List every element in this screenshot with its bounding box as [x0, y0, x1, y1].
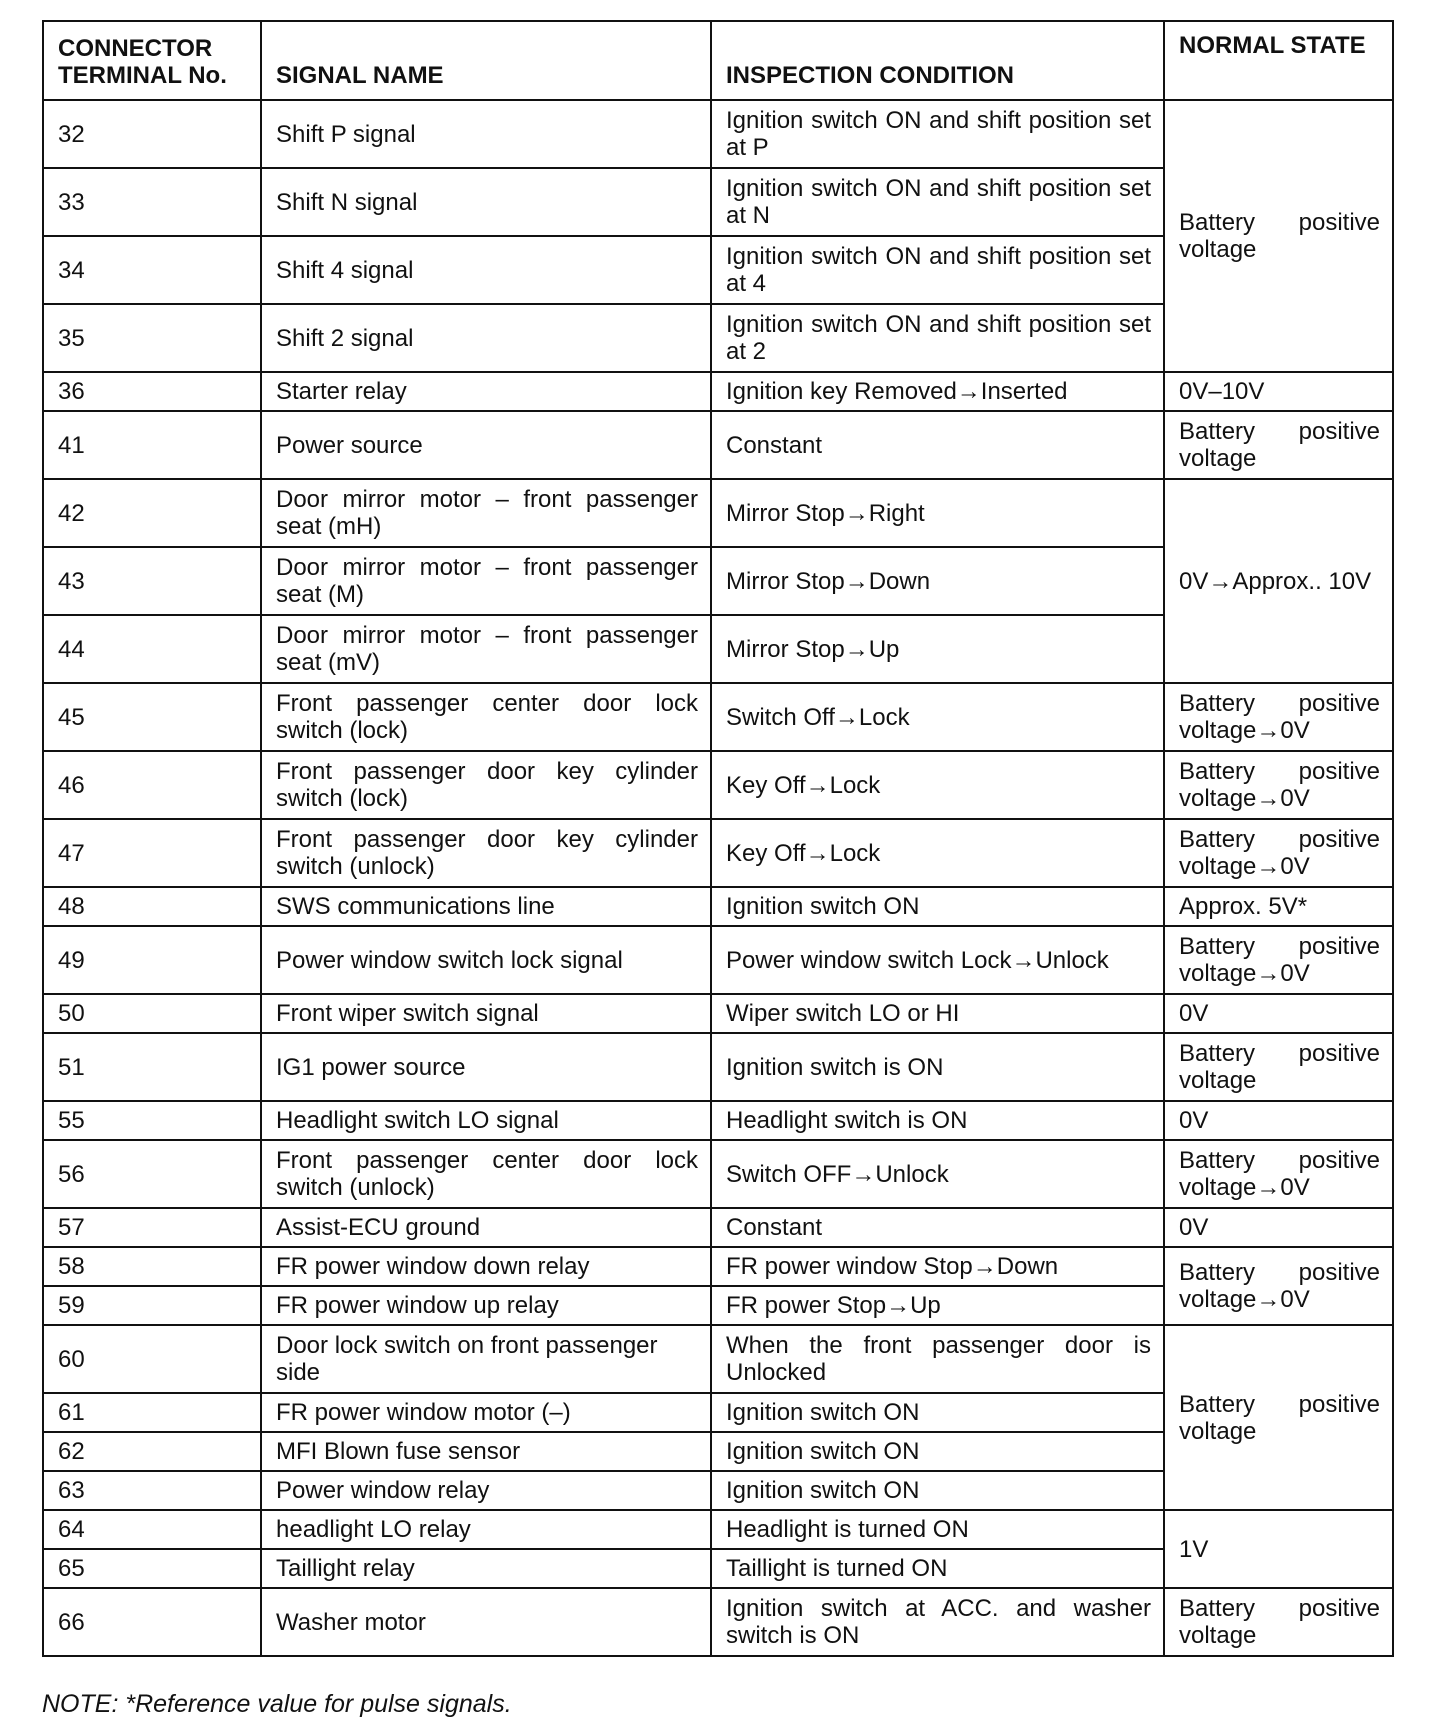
condition-cell: FR power Stop→Up [711, 1286, 1164, 1325]
terminal-cell: 56 [43, 1140, 261, 1208]
signal-cell: Front passenger center door lock switch (unlock) [261, 1140, 711, 1208]
table-row [43, 751, 1393, 819]
terminal-cell: 41 [43, 411, 261, 479]
signal-cell: MFI Blown fuse sensor [261, 1432, 711, 1471]
terminal-cell: 42 [43, 479, 261, 547]
table-row [43, 1325, 1393, 1393]
header-inspection-condition: INSPECTION CONDITION [711, 21, 1164, 100]
condition-cell: Constant [711, 411, 1164, 479]
header-signal-name: SIGNAL NAME [261, 21, 711, 100]
signal-cell: Washer motor [261, 1588, 711, 1656]
signal-cell: SWS communications line [261, 887, 711, 926]
table-row [43, 819, 1393, 887]
condition-cell: Ignition switch ON [711, 1393, 1164, 1432]
terminal-cell: 43 [43, 547, 261, 615]
terminal-cell: 35 [43, 304, 261, 372]
terminal-table-container [42, 20, 1392, 1657]
condition-cell: Headlight switch is ON [711, 1101, 1164, 1140]
table-row [43, 1033, 1393, 1101]
state-cell: Battery positive voltage→0V [1164, 926, 1393, 994]
terminal-cell: 46 [43, 751, 261, 819]
state-cell: Battery positive voltage→0V [1164, 819, 1393, 887]
condition-cell: Ignition switch ON [711, 1471, 1164, 1510]
state-cell: 0V→Approx.. 10V [1164, 479, 1393, 683]
state-cell: Battery positive voltage→0V [1164, 751, 1393, 819]
table-row [43, 1510, 1393, 1549]
state-cell: Battery positive voltage [1164, 411, 1393, 479]
condition-cell: Switch Off→Lock [711, 683, 1164, 751]
table-row [43, 1588, 1393, 1656]
signal-cell: Door lock switch on front passenger side [261, 1325, 711, 1393]
terminal-cell: 36 [43, 372, 261, 411]
table-row [43, 1140, 1393, 1208]
table-row [43, 411, 1393, 479]
condition-cell: Ignition key Removed→Inserted [711, 372, 1164, 411]
state-cell: Battery positive voltage→0V [1164, 1247, 1393, 1325]
signal-cell: Taillight relay [261, 1549, 711, 1588]
signal-cell: Power source [261, 411, 711, 479]
header-row [43, 21, 1393, 100]
terminal-cell: 55 [43, 1101, 261, 1140]
signal-cell: Power window relay [261, 1471, 711, 1510]
terminal-cell: 64 [43, 1510, 261, 1549]
condition-cell: Ignition switch ON [711, 887, 1164, 926]
signal-cell: Shift P signal [261, 100, 711, 168]
condition-cell: Headlight is turned ON [711, 1510, 1164, 1549]
signal-cell: Door mirror motor – front passenger seat (M) [261, 547, 711, 615]
terminal-cell: 47 [43, 819, 261, 887]
condition-cell: Mirror Stop→Up [711, 615, 1164, 683]
table-row [43, 887, 1393, 926]
condition-cell: Wiper switch LO or HI [711, 994, 1164, 1033]
terminal-cell: 49 [43, 926, 261, 994]
state-cell: Battery positive voltage [1164, 1033, 1393, 1101]
state-cell: 0V [1164, 994, 1393, 1033]
signal-cell: Shift N signal [261, 168, 711, 236]
terminal-cell: 60 [43, 1325, 261, 1393]
terminal-cell: 51 [43, 1033, 261, 1101]
state-cell: Battery positive voltage→0V [1164, 1140, 1393, 1208]
condition-cell: Constant [711, 1208, 1164, 1247]
state-cell: Battery positive voltage→0V [1164, 683, 1393, 751]
condition-cell: Mirror Stop→Right [711, 479, 1164, 547]
signal-cell: Headlight switch LO signal [261, 1101, 711, 1140]
connector-terminal-table [42, 20, 1394, 1657]
terminal-cell: 32 [43, 100, 261, 168]
terminal-cell: 61 [43, 1393, 261, 1432]
condition-cell: Mirror Stop→Down [711, 547, 1164, 615]
signal-cell: headlight LO relay [261, 1510, 711, 1549]
condition-cell: Taillight is turned ON [711, 1549, 1164, 1588]
state-cell: 0V [1164, 1208, 1393, 1247]
signal-cell: Front wiper switch signal [261, 994, 711, 1033]
signal-cell: Shift 4 signal [261, 236, 711, 304]
condition-cell: Ignition switch ON and shift position set at N [711, 168, 1164, 236]
table-row [43, 1101, 1393, 1140]
state-cell: Battery positive voltage [1164, 1588, 1393, 1656]
terminal-cell: 50 [43, 994, 261, 1033]
table-row [43, 1247, 1393, 1286]
table-row [43, 479, 1393, 547]
terminal-cell: 34 [43, 236, 261, 304]
condition-cell: Ignition switch ON and shift position set at 2 [711, 304, 1164, 372]
footnote: NOTE: *Reference value for pulse signals. [42, 1690, 512, 1718]
terminal-cell: 63 [43, 1471, 261, 1510]
signal-cell: Door mirror motor – front passenger seat (mV) [261, 615, 711, 683]
condition-cell: When the front passenger door is Unlocked [711, 1325, 1164, 1393]
signal-cell: FR power window down relay [261, 1247, 711, 1286]
signal-cell: Starter relay [261, 372, 711, 411]
condition-cell: Key Off→Lock [711, 751, 1164, 819]
terminal-cell: 44 [43, 615, 261, 683]
signal-cell: FR power window up relay [261, 1286, 711, 1325]
condition-cell: Ignition switch is ON [711, 1033, 1164, 1101]
terminal-cell: 66 [43, 1588, 261, 1656]
state-cell: 0V [1164, 1101, 1393, 1140]
terminal-cell: 48 [43, 887, 261, 926]
signal-cell: IG1 power source [261, 1033, 711, 1101]
signal-cell: Power window switch lock signal [261, 926, 711, 994]
table-row [43, 1208, 1393, 1247]
state-cell: 0V–10V [1164, 372, 1393, 411]
condition-cell: Ignition switch ON and shift position set at P [711, 100, 1164, 168]
terminal-cell: 57 [43, 1208, 261, 1247]
signal-cell: Door mirror motor – front passenger seat (mH) [261, 479, 711, 547]
table-row [43, 100, 1393, 168]
signal-cell: FR power window motor (–) [261, 1393, 711, 1432]
table-row [43, 683, 1393, 751]
condition-cell: Power window switch Lock→Unlock [711, 926, 1164, 994]
signal-cell: Front passenger center door lock switch (lock) [261, 683, 711, 751]
signal-cell: Front passenger door key cylinder switch (lock) [261, 751, 711, 819]
table-row [43, 372, 1393, 411]
table-row [43, 926, 1393, 994]
condition-cell: Key Off→Lock [711, 819, 1164, 887]
condition-cell: Ignition switch ON [711, 1432, 1164, 1471]
terminal-cell: 65 [43, 1549, 261, 1588]
header-normal-state: NORMAL STATE [1164, 21, 1393, 100]
condition-cell: Ignition switch at ACC. and washer switch is ON [711, 1588, 1164, 1656]
terminal-cell: 62 [43, 1432, 261, 1471]
state-cell: 1V [1164, 1510, 1393, 1588]
terminal-cell: 58 [43, 1247, 261, 1286]
signal-cell: Shift 2 signal [261, 304, 711, 372]
signal-cell: Front passenger door key cylinder switch (unlock) [261, 819, 711, 887]
terminal-cell: 45 [43, 683, 261, 751]
state-cell: Battery positive voltage [1164, 1325, 1393, 1510]
condition-cell: FR power window Stop→Down [711, 1247, 1164, 1286]
condition-cell: Switch OFF→Unlock [711, 1140, 1164, 1208]
table-row [43, 994, 1393, 1033]
signal-cell: Assist-ECU ground [261, 1208, 711, 1247]
state-cell: Battery positive voltage [1164, 100, 1393, 372]
terminal-cell: 59 [43, 1286, 261, 1325]
condition-cell: Ignition switch ON and shift position set at 4 [711, 236, 1164, 304]
state-cell: Approx. 5V* [1164, 887, 1393, 926]
terminal-cell: 33 [43, 168, 261, 236]
header-terminal: CONNECTOR TERMINAL No. [43, 21, 261, 100]
